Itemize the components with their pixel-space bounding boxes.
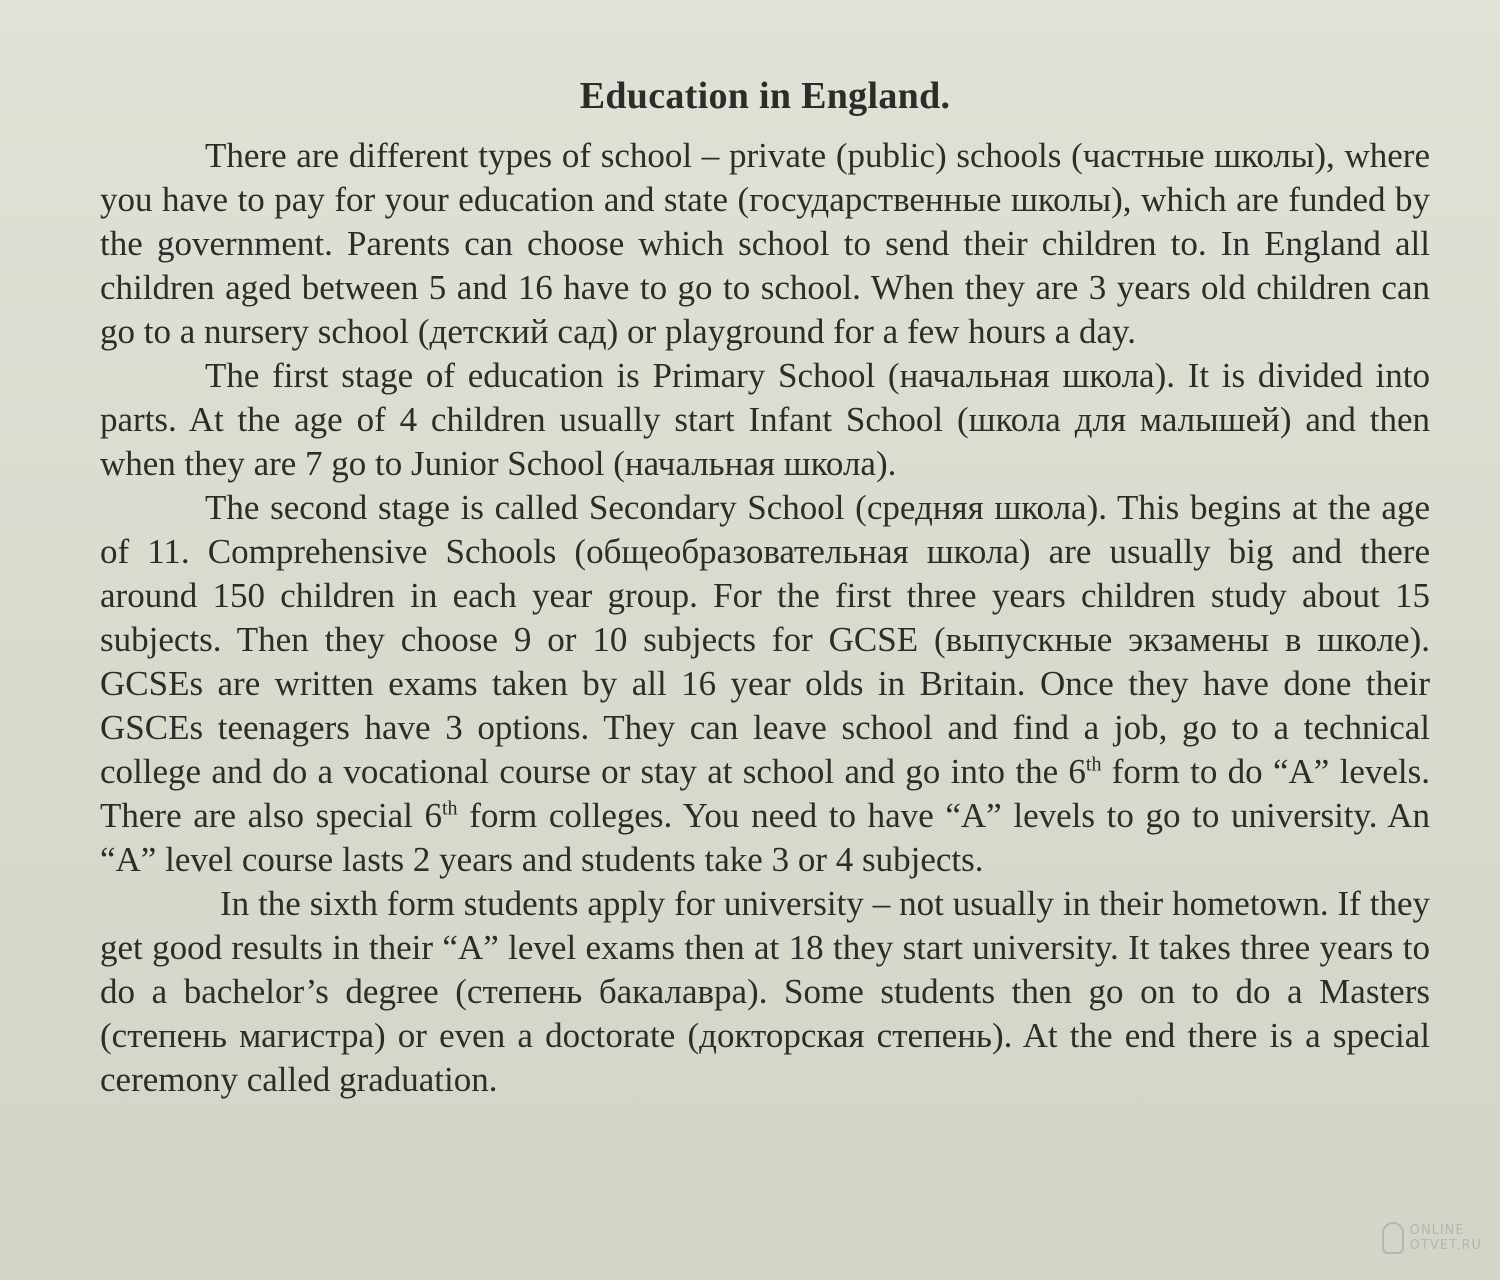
document-sheet [100,60,1430,1260]
watermark-line-2: OTVET.RU [1409,1238,1482,1253]
paragraph-secondary-part-2: form to do “A” levels. There are also special 6 [100,752,1430,835]
watermark-line-1: ONLINE [1409,1223,1465,1238]
superscript-th: th [1085,753,1102,776]
paragraph-primary-school: The first stage of education is Primary School (начальная школа). It is divided into parts. At the age of 4 children usually start Infant School (школа для малышей) and then when they are 7 go to Junior School (начальная школа). [100,356,1430,483]
lightbulb-icon [1382,1222,1404,1254]
paragraph-types-of-school: There are different types of school – private (public) schools (частные школы), where you have to pay for your education and state (государственные школы), which are funded by the government. Parents can choose which school to send their children to. In England all children aged between 5 and 16 have to go to school. When they are 3 years old children can go to a nursery school (детский сад) or playground for a few hours a day. [100,136,1430,351]
paragraph-secondary-part-3: form colleges. You need to have “A” levels to go to university. An “A” level course lasts 2 years and students take 3 or 4 subjects. [100,796,1431,879]
paragraph-secondary-part-1: The second stage is called Secondary School (средняя школа). This begins at the age of 11. Comprehensive Schools (общеобразовательная школа) are usually big and there around 150 children in each year group. For the first three years children study about 15 subjects. Then they choose 9 or 10 subjects for GCSE (выпускные экзамены в школе). GCSEs are written exams taken by all 16 year olds in Britain. Once they have done their GSCEs teenagers have 3 options. They can leave school and find a job, go to a technical college and do a vocational course or stay at school and go into the 6 [100,488,1430,791]
document-title: Education in England. [579,75,951,117]
watermark-logo [1382,1210,1482,1266]
watermark-text [1410,1223,1482,1253]
paragraph-university: In the sixth form students apply for university – not usually in their hometown. If they get good results in their “A” level exams then at 18 they start university. It takes three years to do a bachelor’s degree (степень бакалавра). Some students then go on to do a Masters (степень магистра) or even a doctorate (докторская степень). At the end there is a special ceremony called graduation. [100,884,1430,1099]
paragraph-secondary-school [100,486,1430,882]
superscript-th: th [441,797,458,820]
